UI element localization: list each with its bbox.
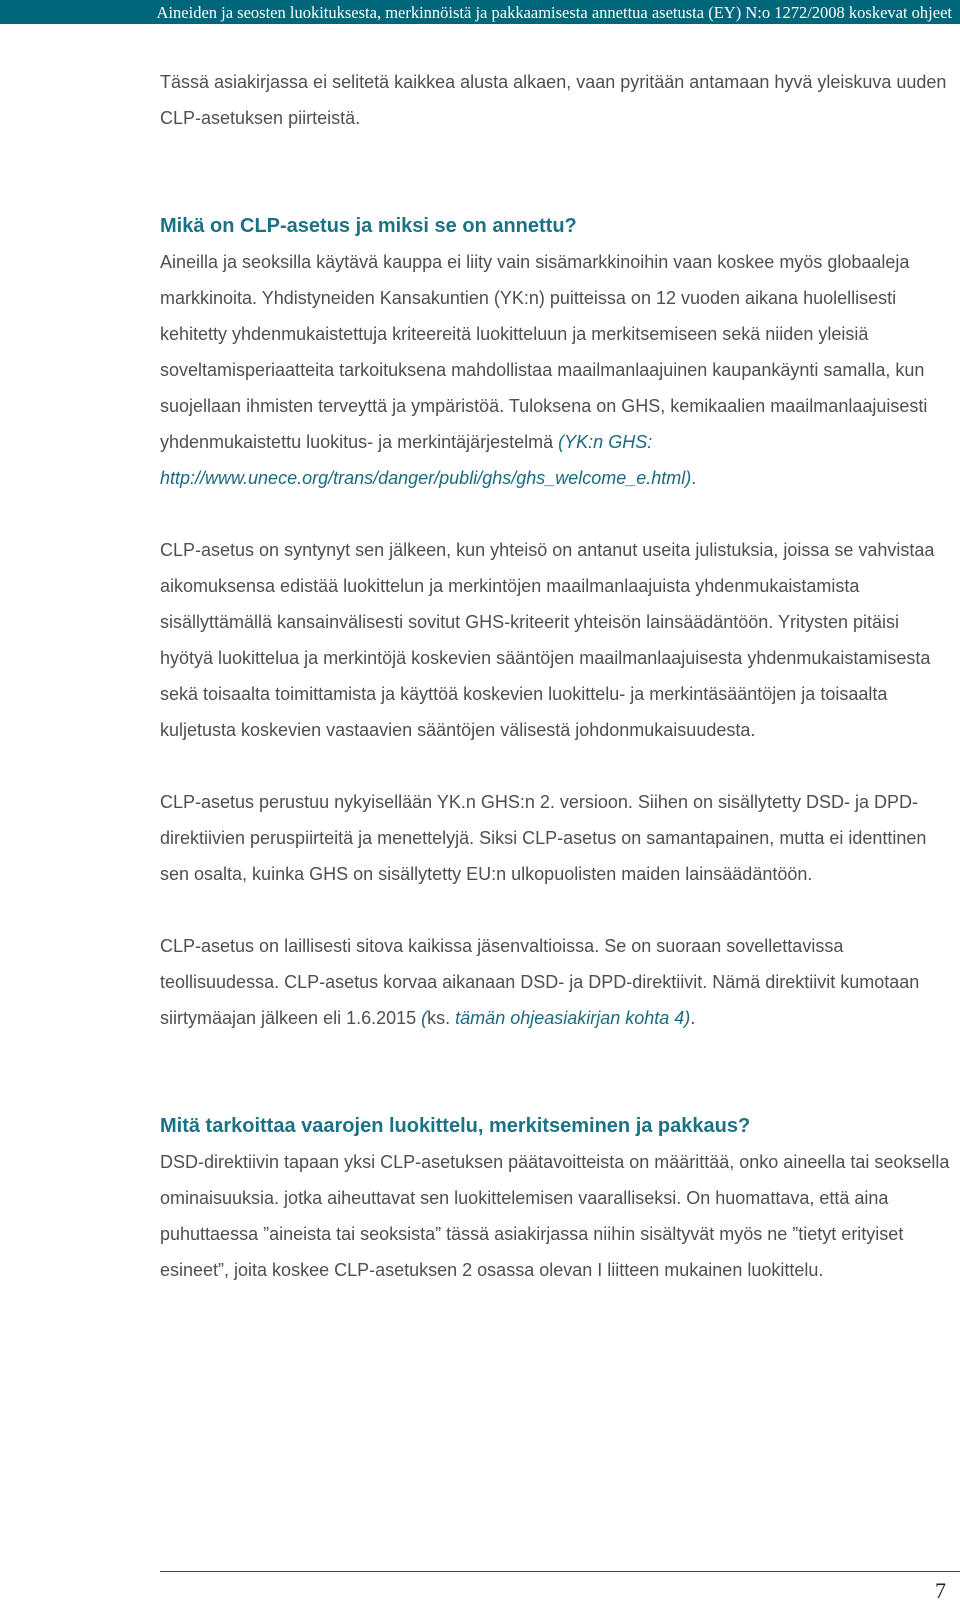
ghs-link[interactable]: (YK:n GHS: http://www.unece.org/trans/danger/publi/ghs/ghs_welcome_e.html) <box>160 432 692 488</box>
paragraph-classification: DSD-direktiivin tapaan yksi CLP-asetuksen päätavoitteista on määrittää, onko aineella tai seoksella ominaisuuksia. jotka aiheuttavat sen luokittelemisen vaaralliseksi. On huomattava, että aina puhuttaessa ”aineista tai seoksista” tässä asiakirjassa niihin sisältyvät myös ne ”tietyt erityiset esineet”, joita koskee CLP-asetuksen 2 osassa olevan I liitteen mukainen luokittelu. <box>160 1152 950 1280</box>
paragraph-clp-binding-text: CLP-asetus on laillisesti sitova kaikissa jäsenvaltioissa. Se on suoraan sovellettavissa teollisuudessa. CLP-asetus korvaa aikanaan DSD- ja DPD-direktiivit. Nämä direktiivit kumotaan siirtymäajan jälkeen eli 1.6.2015 <box>160 936 920 1028</box>
footer-divider <box>160 1571 960 1572</box>
paren-open: ( <box>421 1008 428 1028</box>
section-4-link[interactable]: tämän ohjeasiakirjan kohta 4) <box>455 1008 691 1028</box>
paragraph-clp-binding-end: . <box>690 1008 696 1028</box>
paragraph-clp-origin: CLP-asetus on syntynyt sen jälkeen, kun yhteisö on antanut useita julistuksia, joissa se vahvistaa aikomuksensa edistää luokittelun ja merkintöjen maailmanlaajuista yhdenmukaistamista sisällyttämällä kansainvälisesti sovitut GHS-kriteerit yhteisön lainsäädäntöön. Yritysten pitäisi hyötyä luokittelua ja merkintöjä koskevien sääntöjen maailmanlaajuisesta yhdenmukaistamisesta sekä toisaalta toimittamista ja käyttöä koskevien luokittelu- ja merkintäsääntöjen ja toisaalta kuljetusta koskevien vastaavien sääntöjen välisestä johdonmukaisuudesta. <box>160 540 935 740</box>
paragraph-ghs-text: Aineilla ja seoksilla käytävä kauppa ei liity vain sisämarkkinoihin vaan koskee myös globaaleja markkinoita. Yhdistyneiden Kansakuntien (YK:n) puitteissa on 12 vuoden aikana huolellisesti kehitetty yhdenmukaistettuja kriteereitä luokitteluun ja merkitsemiseen sekä niiden yleisiä soveltamisperiaatteita tarkoituksena mahdollistaa maailmanlaajuinen kaupankäynti samalla, kun suojellaan ihmisten terveyttä ja ympäristöä. Tuloksena on GHS, kemikaalien maailmanlaajuisesti yhdenmukaistettu luokitus- ja merkintäjärjestelmä <box>160 252 928 452</box>
paragraph-clp-binding <box>160 928 950 1036</box>
section-heading-clp: Mikä on CLP-asetus ja miksi se on annettu? <box>160 215 577 237</box>
page-number: 7 <box>935 1578 946 1603</box>
intro-paragraph: Tässä asiakirjassa ei selitetä kaikkea alusta alkaen, vaan pyritään antamaan hyvä yleiskuva uuden CLP-asetuksen piirteistä. <box>160 72 947 128</box>
ks-text: ks. <box>427 1008 456 1028</box>
section-heading-classification: Mitä tarkoittaa vaarojen luokittelu, merkitseminen ja pakkaus? <box>160 1115 751 1137</box>
paragraph-ghs-end: . <box>691 468 697 488</box>
header-bar <box>0 0 960 24</box>
document-body <box>160 64 950 1288</box>
document-title: Aineiden ja seosten luokituksesta, merkinnöistä ja pakkaamisesta annettua asetusta (EY) N:o 1272/2008 koskevat ohjeet <box>156 3 952 22</box>
paragraph-ghs <box>160 244 950 496</box>
paragraph-clp-basis: CLP-asetus perustuu nykyisellään YK.n GHS:n 2. versioon. Siihen on sisällytetty DSD- ja DPD-direktiivien peruspiirteitä ja menettelyjä. Siksi CLP-asetus on samantapainen, mutta ei identtinen sen osalta, kuinka GHS on sisällytetty EU:n ulkopuolisten maiden lainsäädäntöön. <box>160 792 927 884</box>
